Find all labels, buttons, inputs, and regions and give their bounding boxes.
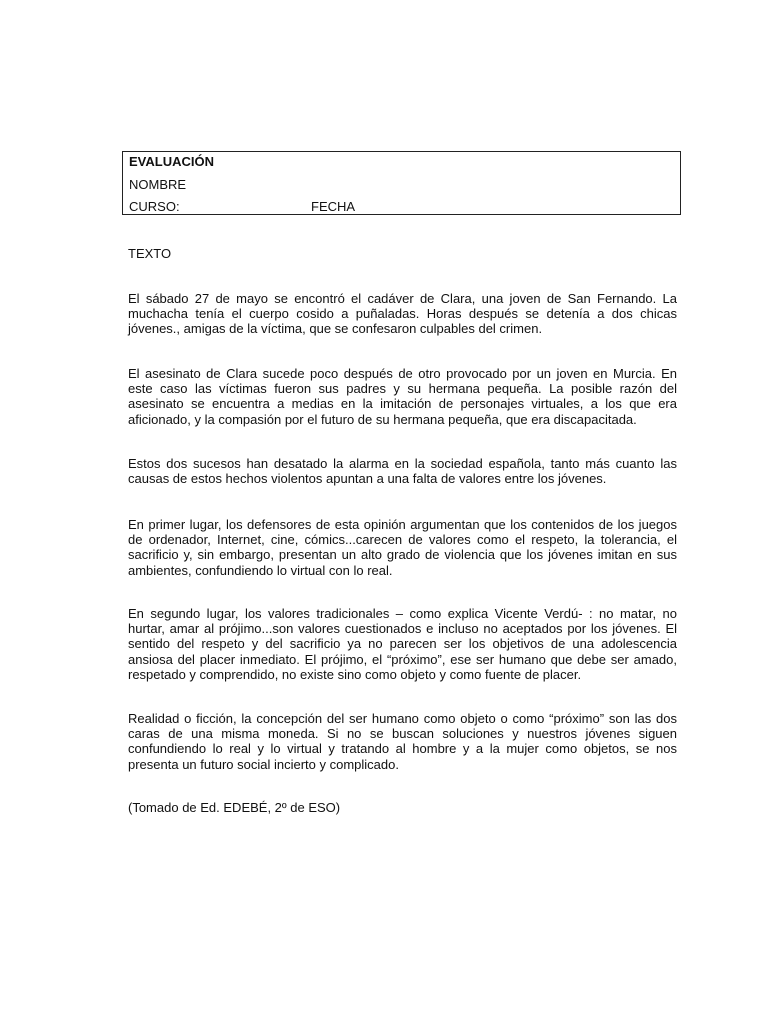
curso-label: CURSO: bbox=[129, 199, 180, 214]
paragraph-5: En segundo lugar, los valores tradicionales – como explica Vicente Verdú- : no matar, no hurtar, amar al prójimo...son valores cuestionados e incluso no aceptados por los jóvenes. El sentido del respeto y del sacrificio ya no parecen ser los objetivos de una adolescencia ansiosa del placer inmediato. El prójimo, el “próximo”, ese ser humano que debe ser amado, respetado y comprendido, no existe sino como objeto y como fuente de placer. bbox=[128, 606, 677, 682]
evaluation-header-box bbox=[122, 151, 681, 215]
texto-heading: TEXTO bbox=[128, 246, 172, 261]
nombre-label: NOMBRE bbox=[129, 177, 187, 192]
paragraph-6: Realidad o ficción, la concepción del ser humano como objeto o como “próximo” son las dos caras de una misma moneda. Si no se buscan soluciones y nuestros jóvenes siguen confundiendo lo real y lo virtual y tratando al hombre y a la mujer como objetos, se nos presenta un futuro social incierto y complicado. bbox=[128, 711, 677, 772]
paragraph-3: Estos dos sucesos han desatado la alarma en la sociedad española, tanto más cuanto las causas de estos hechos violentos apuntan a una falta de valores entre los jóvenes. bbox=[128, 456, 677, 487]
paragraph-2: El asesinato de Clara sucede poco después de otro provocado por un joven en Murcia. En este caso las víctimas fueron sus padres y su hermana pequeña. La posible razón del asesinato se encuentra a medias en la imitación de personajes virtuales, a los que era aficionado, y la compasión por el futuro de su hermana pequeña, que era discapacitada. bbox=[128, 366, 677, 427]
paragraph-1: El sábado 27 de mayo se encontró el cadáver de Clara, una joven de San Fernando. La muchacha tenía el cuerpo cosido a puñaladas. Horas después se detenía a dos chicas jóvenes., amigas de la víctima, que se confesaron culpables del crimen. bbox=[128, 291, 677, 337]
curso-row bbox=[129, 199, 356, 215]
fecha-label: FECHA bbox=[311, 199, 356, 214]
evaluation-title: EVALUACIÓN bbox=[129, 154, 214, 169]
source-citation: (Tomado de Ed. EDEBÉ, 2º de ESO) bbox=[128, 800, 341, 815]
paragraph-4: En primer lugar, los defensores de esta opinión argumentan que los contenidos de los juegos de ordenador, Internet, cine, cómics...carecen de valores como el respeto, la tolerancia, el sacrificio y, sin embargo, presentan un alto grado de violencia que los jóvenes imitan en sus ambientes, confundiendo lo virtual con lo real. bbox=[128, 517, 677, 578]
